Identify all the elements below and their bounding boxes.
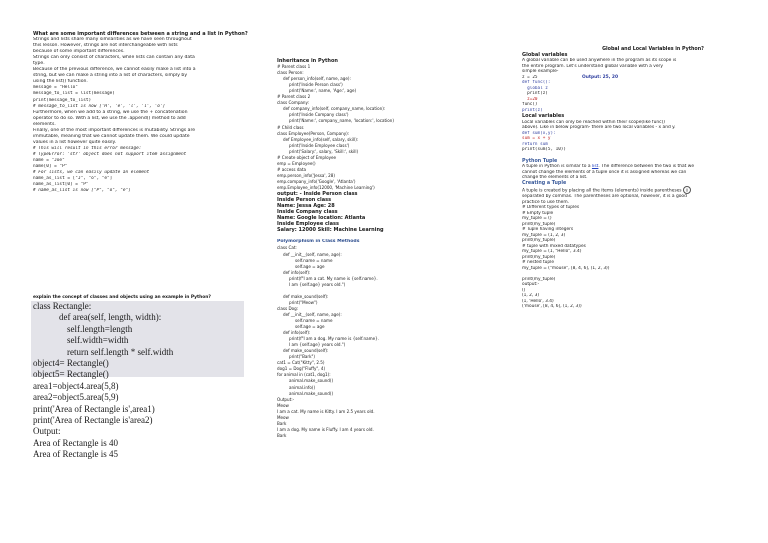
text-line: I am a cat. My name is Kitty. I am 2.5 years old. — [277, 408, 375, 414]
text-line: values in a list however quite easily. — [33, 139, 117, 145]
text-line: type. — [33, 61, 45, 67]
text-line: Polymorphism in Class Methods — [277, 239, 360, 245]
text-line: print('Inside Employee class') — [289, 142, 350, 148]
text-line: for animal in (cat1, dog1): — [277, 372, 331, 378]
text-line: class Company: — [277, 100, 310, 106]
text-line: Name: Jessa Age: 28 — [277, 203, 335, 210]
code-line: Output: — [33, 426, 61, 437]
text-line: def info(self): — [283, 330, 311, 336]
code-line: # tuple with mixed datatypes — [522, 243, 586, 249]
creating-description — [522, 186, 744, 194]
text-line: the entire program. Let's understand global variable with a very — [522, 63, 663, 69]
inheritance-polymorphism-section — [277, 58, 477, 439]
local-code — [522, 131, 744, 153]
text-line: Because of the previous difference, we cannot easily make a list into a — [33, 67, 196, 73]
text-line: # This will result in this error message: — [33, 145, 142, 151]
tuple-desc-text-2: . The difference between the two is that we — [598, 164, 695, 169]
text-line: Output:- — [277, 396, 295, 402]
text-line: because of some important differences. — [33, 49, 125, 55]
text-line: operator to do so. With a list, we use the .append() method to add — [33, 115, 186, 121]
code-line: my_tuple = (1, 2, 3) — [522, 232, 566, 238]
code-line: print('Area of Rectangle is'area2) — [33, 415, 153, 426]
text-line: Bark — [277, 432, 287, 438]
text-line: message = "Hello" — [33, 85, 78, 91]
text-line: # Create object of Employee — [277, 154, 337, 160]
creating-desc-text: A tuple is created by placing all the items (elements) inside parentheses — [522, 188, 682, 194]
global-description — [522, 58, 744, 75]
text-line: print(f"I am a cat. My name is {self.name}. — [289, 275, 378, 281]
code-line: # Empty tuple — [522, 210, 554, 216]
text-line: print("Bark") — [289, 354, 315, 360]
text-line: def make_sound(self): — [283, 348, 329, 354]
code-line: def func(): — [522, 80, 551, 85]
code-line: print('Area of Rectangle is',area1) — [33, 403, 155, 414]
text-line: animal.make_sound() — [289, 378, 334, 384]
text-line: # For lists, we can easily update an element — [33, 170, 150, 176]
code-line: return sum — [522, 141, 548, 147]
text-line: animal.make_sound() — [289, 390, 334, 396]
text-line: name = "Joe" — [33, 157, 65, 163]
text-line: Inheritance in Python — [277, 58, 338, 64]
text-line: I am a dog. My name is Fluffy. I am 4 years old. — [277, 426, 374, 432]
text-line: name_as_list[0] = "P" — [33, 182, 89, 188]
classes-question-title: explain the concept of classes and objects using an example in Python? — [33, 295, 211, 300]
code-line: area2=object5.area(5,9) — [33, 392, 119, 403]
text-line: print(message_to_list) — [33, 97, 92, 103]
text-line: change the elements of a list. — [522, 175, 588, 180]
code-line: my_tuple = (1, "Hello", 3.4) — [522, 249, 582, 254]
code-line: print(my_tuple) — [522, 254, 556, 260]
code-line: (1, 'Hello', 3.4) — [522, 298, 554, 304]
code-line: Area of Rectangle is 45 — [33, 449, 118, 460]
text-line: print('Inside Person class') — [289, 82, 343, 88]
text-line: this lesson. However, strings are not interchangeable with lists — [33, 43, 178, 49]
global-output: Output: 25, 20 — [582, 74, 619, 80]
text-line: def __init__(self, name, age): — [283, 251, 342, 257]
creating-heading: Creating a Tuple — [522, 180, 567, 186]
section-body — [33, 37, 248, 194]
text-line: def person_info(self, name, age): — [283, 76, 351, 82]
text-line: print('Name:', company_name, 'location:', location) — [289, 118, 394, 124]
text-line: cannot change the elements of a tuple once it is assigned whereas we can — [522, 169, 687, 175]
text-line: self.age = age — [295, 324, 325, 330]
code-line: self.width=width — [67, 335, 129, 346]
text-line: immutable, meaning that we cannot update them. We could update — [33, 133, 190, 139]
code-line: return self.length * self.width — [67, 346, 174, 357]
text-line: Inside Company class — [277, 209, 338, 216]
text-line: string, but we can make a string into a list of characters, simply by — [33, 73, 188, 79]
text-line: separated by commas. The parentheses are optional, however, it is a good — [522, 194, 687, 199]
text-line: # Parent class 2 — [277, 94, 311, 100]
text-line: # Parent class 1 — [277, 64, 311, 70]
code-line: print(my_tuple) — [522, 221, 556, 227]
code-line: z=20 — [522, 96, 538, 102]
global-code — [522, 75, 744, 114]
code-line: Area of Rectangle is 40 — [33, 437, 118, 448]
section-title: What are some important differences between a string and a list in Python? — [33, 31, 248, 37]
text-line: class Employee(Person, Company): — [277, 130, 350, 136]
text-line: elements. — [33, 121, 56, 127]
code-line: z = 25 — [522, 74, 538, 80]
section-title: Global and Local Variables in Python? — [602, 47, 704, 52]
code-line: area1=object4.area(5,8) — [33, 380, 119, 391]
tuple-description-cont — [522, 170, 744, 181]
text-line: def make_sound(self): — [283, 293, 329, 299]
text-line: practice to use them. — [522, 199, 569, 205]
code-line: global z — [522, 85, 548, 91]
text-line: message_to_list = list(message) — [33, 91, 115, 97]
text-line: def info(self): — [283, 269, 311, 275]
text-line: Strings can only consist of characters, while lists can contain any data — [33, 55, 195, 61]
code-line: # Tuple having integers — [522, 227, 574, 232]
text-line: emp = Employee() — [277, 160, 316, 166]
text-line: class Dog: — [277, 305, 299, 311]
code-line: print(my_tuple) — [522, 238, 556, 243]
code-line: output:- — [522, 282, 540, 287]
text-line: Inside Employee class — [277, 221, 339, 228]
text-line: dog1 = Dog("Fluffy", 4) — [277, 366, 326, 372]
code-line: sum = x + y — [522, 136, 551, 141]
text-line: print(f"I am a dog. My name is {self.name}. — [289, 336, 380, 342]
rectangle-code-block — [31, 301, 244, 460]
text-line: print("Meow") — [289, 299, 318, 305]
text-line: emp.person_info('Jessa', 28) — [277, 172, 335, 178]
text-line: Salary: 12000 Skill: Machine Learning — [277, 227, 384, 234]
local-description — [522, 120, 744, 131]
code-line: self.length=length — [67, 323, 133, 334]
code-line: () — [522, 287, 526, 293]
text-line: print('Name:', name, 'Age:', age) — [289, 88, 357, 94]
code-line: print(z) — [522, 91, 548, 96]
code-line: my_tuple = () — [522, 216, 552, 221]
text-line: Meow — [277, 402, 289, 408]
tuple-heading: Python Tuple — [522, 158, 558, 164]
text-line: def __init__(self, name, age): — [283, 311, 342, 317]
tuple-desc-text: A tuple in Python is similar to a — [522, 164, 591, 169]
tuple-code — [522, 205, 744, 310]
local-heading: Local variables — [522, 113, 565, 119]
code-line: # nested tuple — [522, 260, 554, 265]
text-line: Bark — [277, 420, 287, 426]
text-line: Strings and lists share many similarities as we have seen throughout — [33, 37, 192, 43]
text-line: Furthermore, when we add to a string, we use the + concatenation — [33, 109, 188, 115]
text-line: Name: Google location: Atlanta — [277, 215, 366, 222]
text-line: def Employee_info(self, salary, skill): — [283, 136, 359, 142]
text-line: emp.company_info('Google', 'Atlanta') — [277, 178, 356, 184]
code-line: (1, 2, 3) — [522, 293, 540, 298]
string-vs-list-section — [33, 31, 248, 194]
text-line: cat1 = Cat("Kitty", 2.5) — [277, 360, 325, 366]
text-line: emp.Employee_info(12000, 'Machine Learning') — [277, 184, 375, 190]
code-line: class Rectangle: — [33, 301, 92, 311]
text-line: print('Inside Company class') — [289, 112, 349, 118]
text-line: # message_to_list is now ['H', 'e', 'l', 'l', 'o'] — [33, 103, 166, 109]
text-line: I am {self.age} years old.") — [289, 281, 346, 287]
code-line: print(my_tuple) — [522, 276, 556, 282]
text-line: Finally, one of the most important differences is mutability. Strings are — [33, 127, 196, 133]
code-line: func() — [522, 102, 538, 107]
text-line: print('Salary:', salary, 'Skill:', skill) — [289, 148, 359, 154]
text-line: # name_as_list is now ["P", "o", "e"] — [33, 188, 131, 194]
code-line: ('mouse', [8, 4, 6], (1, 2, 3)) — [522, 304, 582, 309]
text-line: Inside Person class — [277, 197, 332, 204]
variables-tuple-section — [522, 47, 744, 310]
text-line: class Person: — [277, 70, 304, 76]
code-line: print(sum(5, 10)) — [522, 147, 566, 152]
code-line: print(z) — [522, 107, 543, 113]
code-line: # Different types of tuples — [522, 205, 580, 210]
text-line: I am {self.age} years old.") — [289, 342, 346, 348]
text-line: name_as_list = ["J", "o", "e"] — [33, 176, 113, 182]
text-line: self.name = name — [295, 318, 333, 324]
creating-description-cont — [522, 194, 744, 205]
text-line: self.age = age — [295, 263, 325, 269]
text-line: # access data — [277, 166, 307, 172]
text-line: # TypeError: 'str' object does not support item assignment — [33, 151, 187, 157]
text-line: def company_info(self, company_name, location): — [283, 106, 386, 112]
code-line: def sum(x,y): — [522, 130, 556, 136]
text-line: using the list() function. — [33, 79, 88, 85]
code-line: my_tuple = ("mouse", [8, 4, 6], (1, 2, 3)) — [522, 265, 610, 271]
global-heading: Global variables — [522, 51, 568, 58]
parentheses-badge: () — [683, 186, 691, 194]
code-line: def area(self, length, width): — [59, 312, 162, 323]
list-link[interactable]: list — [591, 164, 599, 169]
code-line: object4= Rectangle() — [33, 358, 109, 369]
text-line: self.name = name — [295, 257, 333, 263]
text-line: Local variables can only be reached within their scope(like func() — [522, 119, 666, 125]
text-line: output: - Inside Person class — [277, 191, 358, 198]
text-line: name[0] = "P" — [33, 164, 68, 170]
text-line: animal.info() — [289, 384, 316, 390]
text-line: Meow — [277, 414, 289, 420]
code-line: object5= Rectangle() — [33, 369, 109, 380]
text-line: above). Like in below program- there are two local variables - x and y. — [522, 125, 676, 130]
text-line: simple example- — [522, 69, 559, 74]
text-line: class Cat: — [277, 245, 297, 251]
text-line: A global variable can be used anywhere in the program as its scope is — [522, 58, 677, 63]
text-line: # Child class — [277, 124, 304, 130]
